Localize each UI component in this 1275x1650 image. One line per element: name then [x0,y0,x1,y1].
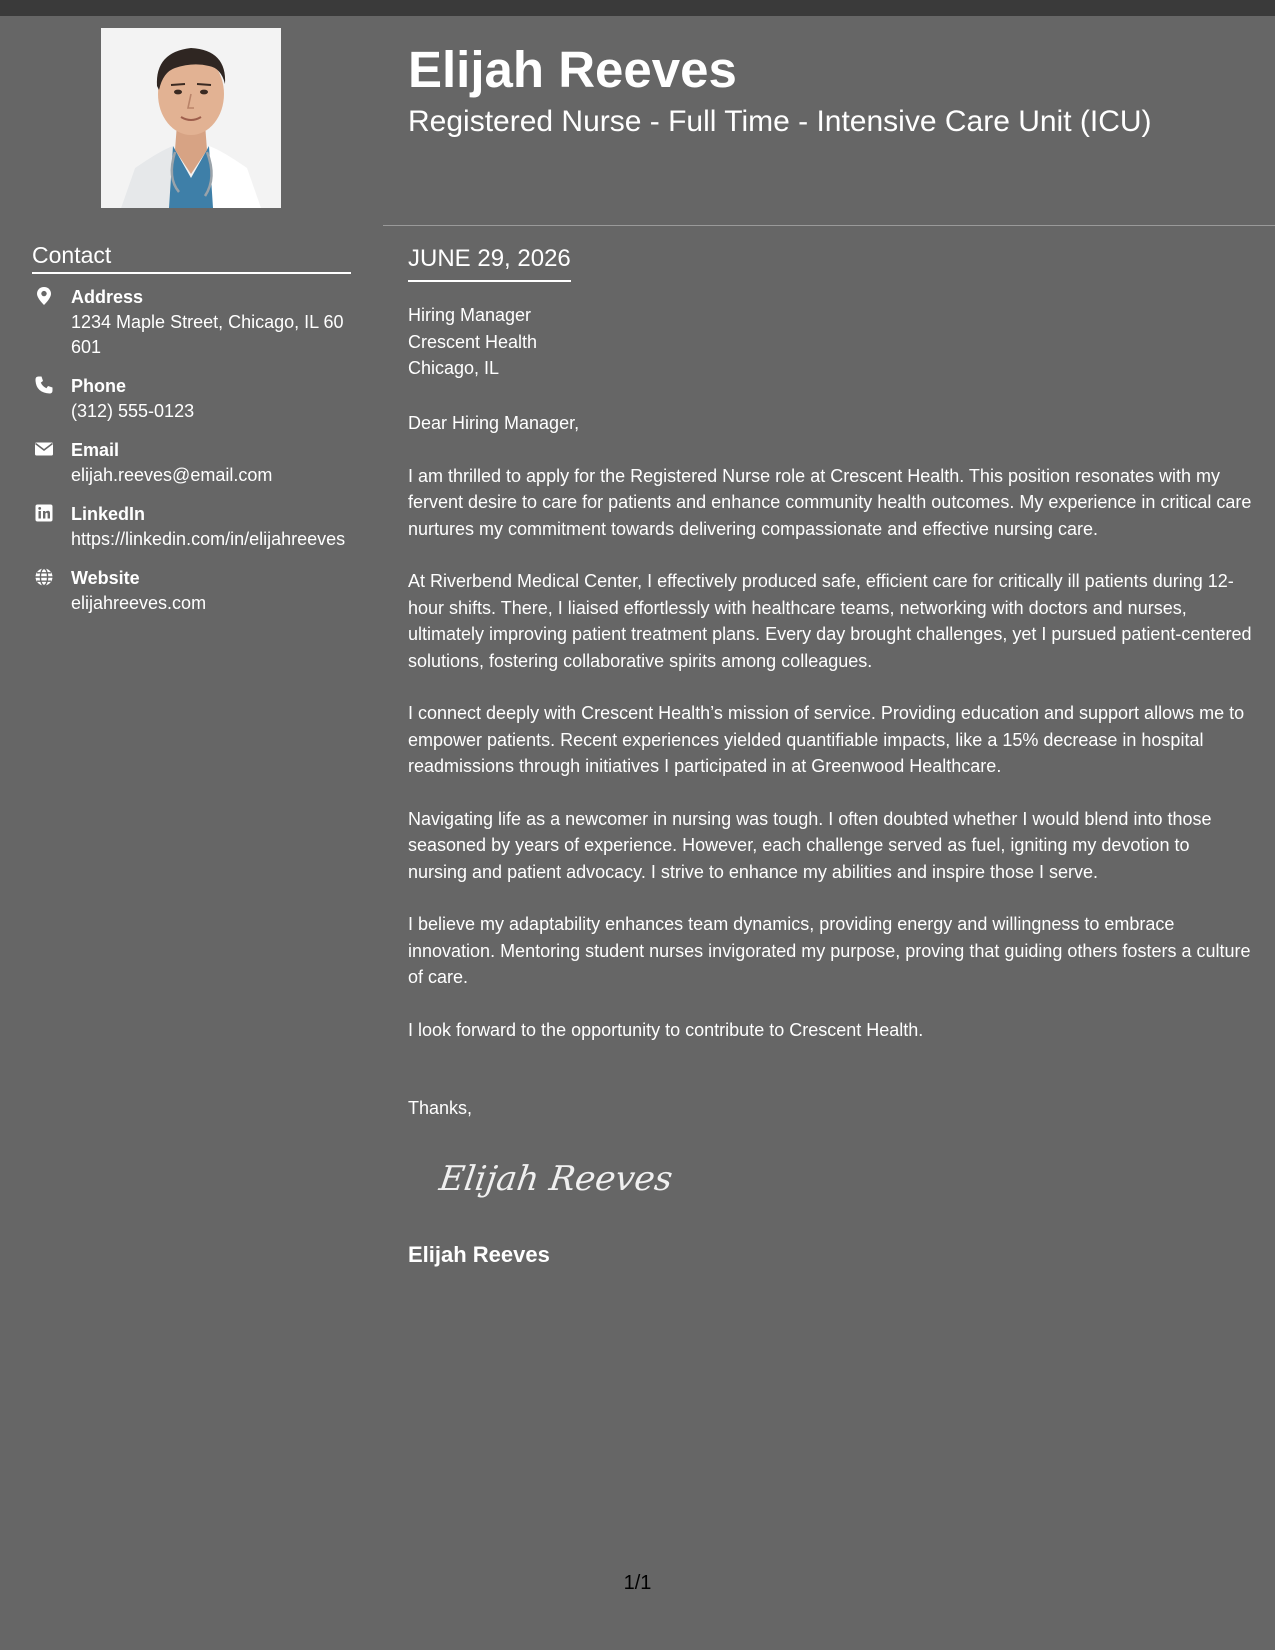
phone-value: (312) 555-0123 [71,401,195,421]
recipient-line: Chicago, IL [408,358,500,378]
contact-heading: Contact [32,242,351,274]
signature [436,1148,676,1208]
contact-label: Address [71,287,144,307]
letter-paragraph: At Riverbend Medical Center, I effectively produced safe, efficient care for critically ill patients during 12-hour shifts. There, I liaised effortlessly with healthcare teams, networking with doctors and nurses, ultimately improving patient treatment plans. Every day brought challenges, yet I pursued patient-centered solutions, fostering collaborative spirits among colleagues. [408,571,1252,671]
job-title: Registered Nurse - Full Time - Intensive Care Unit (ICU) [408,105,1152,138]
contact-address [32,284,352,360]
contact-label: Phone [71,376,127,396]
signed-name: Elijah Reeves [408,1242,550,1267]
contact-label: Website [71,568,140,588]
page-number: 1/1 [623,1572,652,1594]
contact-list [32,284,352,629]
signature-text: Elijah Reeves [436,1159,676,1199]
envelope-icon [34,439,54,459]
recipient-line: Crescent Health [408,331,538,352]
contact-email [32,437,352,488]
salutation: Dear Hiring Manager, [408,413,580,433]
recipient-block [408,302,537,382]
recipient-line: Hiring Manager [408,305,532,325]
letter-paragraph: I connect deeply with Crescent Health’s mission of service. Providing education and support allows me to empower patients. Recent experiences yielded quantifiable impacts, like a 15% decrease in hospital readmissions through initiatives I participated in at Greenwood Healthcare. [408,703,1245,776]
letter-paragraph: I believe my adaptability enhances team dynamics, providing energy and willingness to embrace innovation. Mentoring student nurses invigorated my purpose, proving that guiding others fosters a culture of care. [408,914,1251,987]
letter-paragraph: I am thrilled to apply for the Registered Nurse role at Crescent Health. This position resonates with my fervent desire to care for patients and enhance community health outcomes. My experience in critical care nurtures my commitment towards delivering compassionate and effective nursing care. [408,465,1252,539]
address-value: 1234 Maple Street, Chicago, IL 60601 [71,312,344,357]
closing: Thanks, [408,1098,473,1118]
linkedin-icon [34,503,54,523]
linkedin-value[interactable]: https://linkedin.com/in/elijahreeves [71,529,346,549]
letter-body [408,410,1253,1069]
applicant-name: Elijah Reeves [408,41,737,98]
phone-icon [34,375,54,395]
website-value[interactable]: elijahreeves.com [71,593,207,613]
header-divider [383,225,1275,226]
contact-label: LinkedIn [71,504,146,524]
letter-date: JUNE 29, 2026 [408,244,571,282]
contact-label: Email [71,440,120,460]
email-value[interactable]: elijah.reeves@email.com [71,465,273,485]
contact-website [32,565,352,616]
contact-linkedin [32,501,352,552]
avatar [101,28,281,208]
letter-paragraph: Navigating life as a newcomer in nursing was tough. I often doubted whether I would blend into those seasoned by years of experience. However, each challenge served as fuel, igniting my devotion to nursing and patient advocacy. I strive to enhance my abilities and inspire those I serve. [408,808,1212,882]
contact-phone [32,373,352,424]
top-bar [0,0,1275,16]
sidebar [0,16,383,1650]
map-pin-icon [34,286,54,306]
letter-paragraph: I look forward to the opportunity to contribute to Crescent Health. [408,1019,924,1040]
globe-icon [34,567,54,587]
